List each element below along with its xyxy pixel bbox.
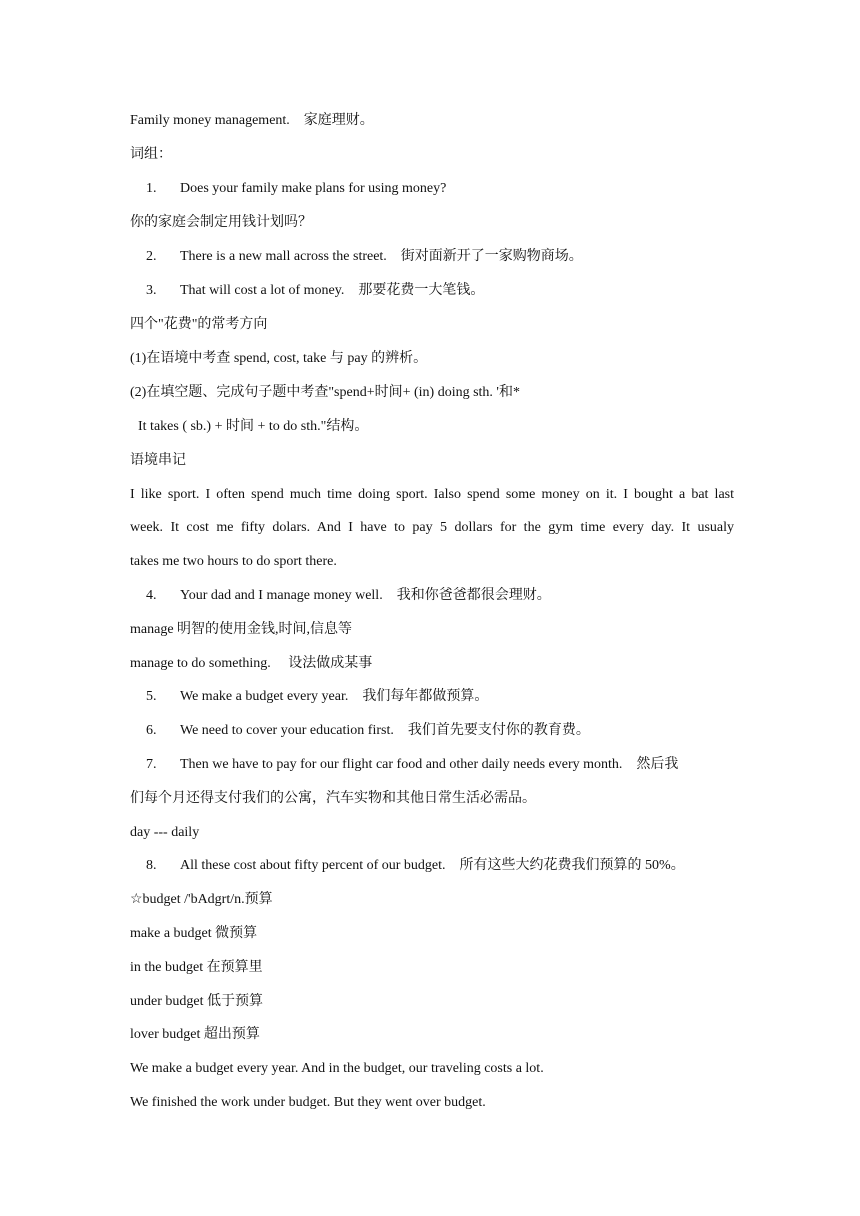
sentence-number: 1. xyxy=(146,181,157,196)
context-paragraph-line: I like sport. I often spend much time doing sport. Ialso spend some money on it. I bought a bat last xyxy=(130,487,734,502)
sentence-text: We make a budget every year. 我们每年都做预算。 xyxy=(180,689,489,704)
example-sentence: We make a budget every year. And in the budget, our traveling costs a lot. xyxy=(130,1061,544,1076)
context-paragraph-line: week. It cost me fifty dolars. And I have to pay 5 dollars for the gym time every day. It usualy xyxy=(130,520,734,535)
context-paragraph-line: takes me two hours to do sport there. xyxy=(130,554,337,569)
sentence-1 xyxy=(146,181,752,197)
sentence-text: That will cost a lot of money. 那要花费一大笔钱。 xyxy=(180,283,485,298)
sentence-text: Your dad and I manage money well. 我和你爸爸都很会理财。 xyxy=(180,588,551,603)
budget-definition: ☆budget /'bAdgrt/n.预算 xyxy=(130,892,273,907)
sentence-7-translation: 们每个月还得支付我们的公寓，汽车实物和其他日常生活必需品。 xyxy=(130,791,536,806)
sentence-4 xyxy=(146,588,752,604)
point-2: (2)在填空题、完成句子题中考查"spend+时间+ (in) doing sth. '和* xyxy=(130,385,520,400)
context-label: 语境串记 xyxy=(130,453,186,468)
four-spend-heading: 四个"花费"的常考方向 xyxy=(130,317,268,332)
sentence-3 xyxy=(146,283,752,299)
doc-title: Family money management. 家庭理财。 xyxy=(130,113,374,128)
sentence-2 xyxy=(146,249,752,265)
budget-phrase: in the budget 在预算里 xyxy=(130,960,263,975)
sentence-number: 8. xyxy=(146,858,157,873)
sentence-number: 6. xyxy=(146,723,157,738)
sentence-1-translation: 你的家庭会制定用钱计划吗？ xyxy=(130,215,312,230)
daily-note: day --- daily xyxy=(130,825,200,840)
budget-phrase: under budget 低于预算 xyxy=(130,994,263,1009)
sentence-5 xyxy=(146,689,752,705)
phrases-label: 词组： xyxy=(130,147,172,162)
sentence-8 xyxy=(146,858,752,874)
sentence-number: 4. xyxy=(146,588,157,603)
point-2-continuation: It takes ( sb.) + 时间 + to do sth."结构。 xyxy=(138,419,369,434)
sentence-number: 2. xyxy=(146,249,157,264)
budget-phrase: lover budget 超出预算 xyxy=(130,1027,260,1042)
manage-phrase: manage to do something. 设法做成某事 xyxy=(130,656,373,671)
sentence-text: We need to cover your education first. 我们首先要支付你的教育费。 xyxy=(180,723,590,738)
sentence-number: 3. xyxy=(146,283,157,298)
budget-phrase: make a budget 微预算 xyxy=(130,926,258,941)
example-sentence: We finished the work under budget. But they went over budget. xyxy=(130,1095,486,1110)
sentence-number: 5. xyxy=(146,689,157,704)
sentence-number: 7. xyxy=(146,757,157,772)
sentence-text: Then we have to pay for our flight car food and other daily needs every month. 然后我 xyxy=(180,757,679,772)
manage-definition: manage 明智的使用金钱,时间,信息等 xyxy=(130,622,353,637)
sentence-text: Does your family make plans for using money? xyxy=(180,181,447,196)
sentence-6 xyxy=(146,723,752,739)
sentence-7 xyxy=(146,757,752,773)
point-1: (1)在语境中考查 spend, cost, take 与 pay 的辨析。 xyxy=(130,351,428,366)
sentence-text: All these cost about fifty percent of our budget. 所有这些大约花费我们预算的 50%。 xyxy=(180,858,685,873)
sentence-text: There is a new mall across the street. 街对面新开了一家购物商场。 xyxy=(180,249,583,264)
